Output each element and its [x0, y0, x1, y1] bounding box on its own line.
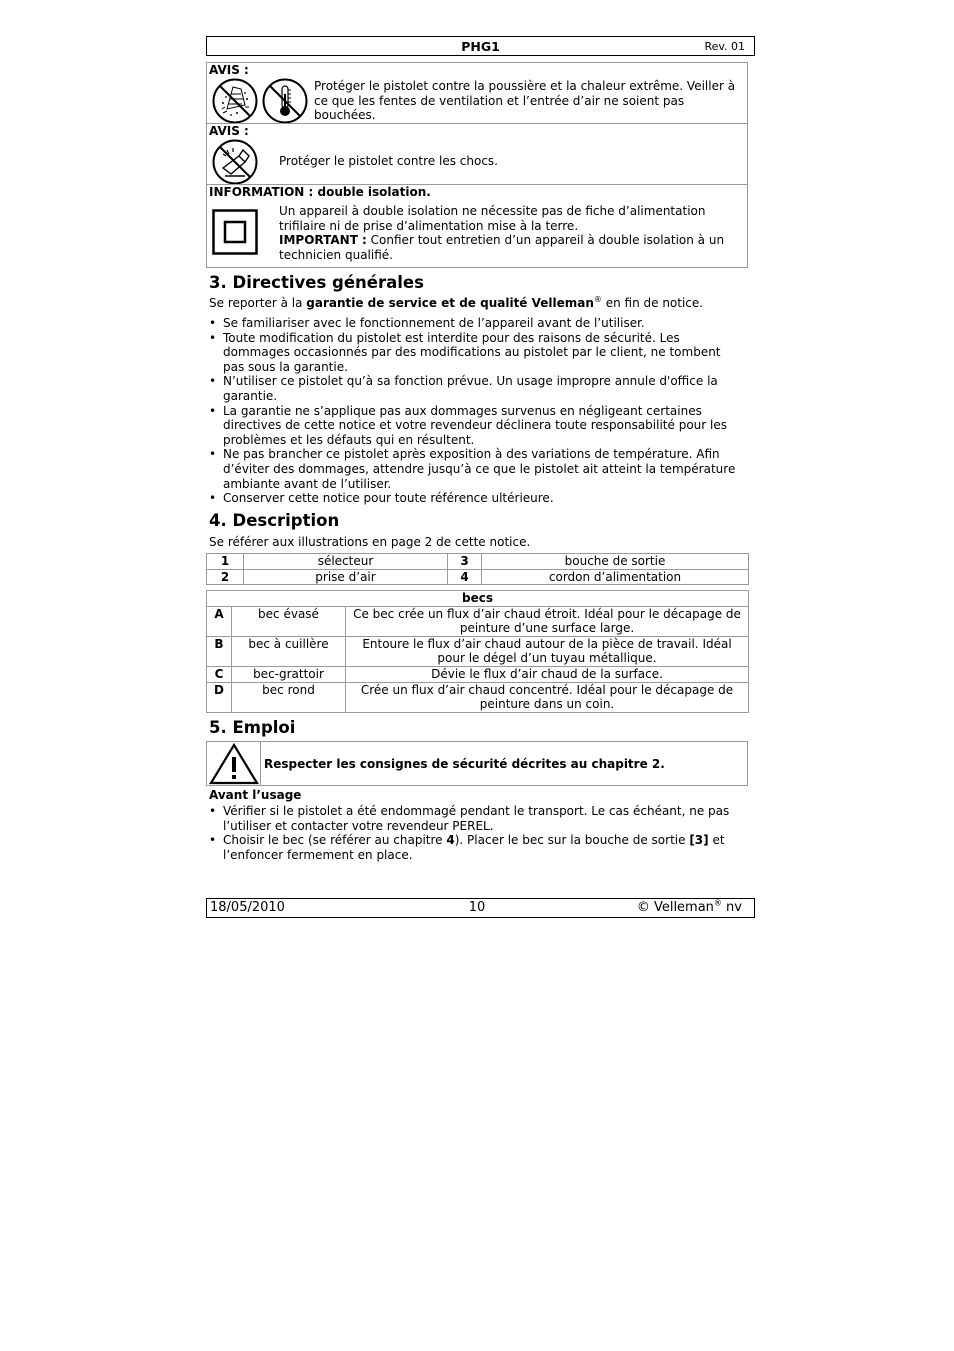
nozzle-description: Entoure le flux d’air chaud autour de la pièce de travail. Idéal pour le dégel d’un tuyau métallique.	[346, 636, 749, 666]
table-row	[207, 569, 749, 585]
page-number: 10	[468, 900, 486, 915]
section-title: 3. Directives générales	[209, 273, 424, 292]
intro-text: Se reporter à la	[209, 296, 307, 310]
copyright-suffix: nv	[721, 900, 742, 915]
nozzle-id: B	[207, 636, 232, 666]
page-footer	[206, 898, 755, 918]
section-title: 4. Description	[209, 511, 340, 530]
revision: Rev. 01	[704, 40, 745, 53]
intro-text: en fin de notice.	[601, 296, 704, 310]
notice-text-plain: Un appareil à double isolation ne nécessite pas de fiche d’alimentation trifilaire ni de prise d’alimentation mise à la terre.	[279, 204, 706, 233]
chapter-ref: 4	[446, 833, 455, 848]
nozzle-name: bec-grattoir	[232, 666, 346, 682]
part-number: 3	[448, 554, 482, 570]
part-number: 2	[207, 569, 244, 585]
part-number: 1	[207, 554, 244, 570]
part-label: sélecteur	[244, 554, 448, 570]
notice-label: AVIS :	[209, 124, 249, 138]
no-heat-thermometer-icon	[261, 77, 309, 125]
nozzle-description: Dévie le flux d’air chaud de la surface.	[346, 666, 749, 682]
notice-double-insulation	[206, 184, 748, 268]
page-header	[206, 36, 755, 56]
list-item-text: ). Placer le bec sur la bouche de sortie	[454, 833, 690, 848]
copyright-text: © Velleman	[636, 900, 714, 915]
notice-dust-heat	[206, 62, 748, 124]
model-name: PHG1	[461, 39, 500, 54]
nozzles-table	[206, 590, 749, 713]
subheading: Avant l’usage	[209, 788, 302, 802]
table-row	[207, 636, 749, 666]
list-item: • Se familiariser avec le fonctionnement de l’appareil avant de l’utiliser.	[209, 316, 744, 331]
double-insulation-icon	[212, 209, 258, 255]
nozzle-id: D	[207, 682, 232, 712]
parts-table	[206, 553, 749, 585]
notice-label: INFORMATION : double isolation.	[209, 185, 431, 199]
section-title: 5. Emploi	[209, 718, 296, 737]
intro-bold: garantie de service et de qualité Velleman	[306, 296, 594, 310]
list-item: • Ne pas brancher ce pistolet après exposition à des variations de température. Afin d’éviter des dommages, attendre jusqu’à ce que le pistolet ait atteint la température ambiante avant de l’utiliser.	[209, 447, 744, 491]
safety-warning-box	[206, 741, 748, 786]
no-shock-icon	[211, 138, 259, 186]
list-item: • Conserver cette notice pour toute référence ultérieure.	[209, 491, 744, 506]
notice-shock	[206, 123, 748, 185]
warning-triangle-icon	[209, 743, 259, 785]
list-item: • La garantie ne s’applique pas aux dommages survenus en négligeant certaines directives de cette notice et votre revendeur déclinera toute responsabilité pour les problèmes et les défauts qui en résultent.	[209, 404, 744, 448]
section-intro: Se référer aux illustrations en page 2 de cette notice.	[209, 535, 531, 549]
registered-mark: ®	[593, 295, 602, 304]
nozzle-name: bec évasé	[232, 606, 346, 636]
list-item-text: et l’enfoncer fermement en place.	[223, 833, 725, 862]
section-intro	[209, 296, 703, 311]
notice-label: AVIS :	[209, 63, 249, 77]
nozzles-header: becs	[207, 591, 749, 607]
nozzle-id: A	[207, 606, 232, 636]
registered-mark: ®	[713, 898, 722, 908]
nozzle-name: bec rond	[232, 682, 346, 712]
important-label: IMPORTANT :	[279, 233, 367, 248]
part-number: 4	[448, 569, 482, 585]
notice-text	[279, 204, 741, 262]
before-use-list	[209, 804, 744, 862]
list-item	[209, 833, 744, 862]
list-item: • N’utiliser ce pistolet qu’à sa fonction prévue. Un usage impropre annule d'office la garantie.	[209, 374, 744, 403]
table-row	[207, 554, 749, 570]
nozzle-name: bec à cuillère	[232, 636, 346, 666]
notice-text: Protéger le pistolet contre les chocs.	[279, 154, 498, 168]
no-dust-icon	[211, 77, 259, 125]
nozzle-description: Ce bec crée un flux d’air chaud étroit. Idéal pour le décapage de peinture d’une surface large.	[346, 606, 749, 636]
list-item-text: Choisir le bec (se référer au chapitre	[223, 833, 447, 848]
general-guidelines-list	[209, 316, 744, 506]
part-label: cordon d’alimentation	[482, 569, 749, 585]
notice-text: Protéger le pistolet contre la poussière et la chaleur extrême. Veiller à ce que les fentes de ventilation et l’entrée d’air ne soient pas bouchées.	[314, 79, 736, 123]
nozzle-id: C	[207, 666, 232, 682]
footer-date: 18/05/2010	[210, 900, 285, 915]
part-label: bouche de sortie	[482, 554, 749, 570]
table-row	[207, 682, 749, 712]
list-item: • Vérifier si le pistolet a été endommagé pendant le transport. Le cas échéant, ne pas l’utiliser et contacter votre revendeur PEREL.	[209, 804, 744, 833]
list-item: • Toute modification du pistolet est interdite pour des raisons de sécurité. Les dommages occasionnés par des modifications au pistolet par le client, ne tombent pas sous la garantie.	[209, 331, 744, 375]
part-label: prise d’air	[244, 569, 448, 585]
table-header-row	[207, 591, 749, 607]
footer-copyright	[637, 900, 742, 915]
part-ref: [3]	[689, 833, 709, 848]
table-row	[207, 666, 749, 682]
nozzle-description: Crée un flux d’air chaud concentré. Idéal pour le décapage de peinture dans un coin.	[346, 682, 749, 712]
table-row	[207, 606, 749, 636]
important-text: Confier tout entretien d’un appareil à double isolation à un technicien qualifié.	[279, 233, 725, 262]
safety-warning-text: Respecter les consignes de sécurité décrites au chapitre 2.	[264, 757, 665, 771]
